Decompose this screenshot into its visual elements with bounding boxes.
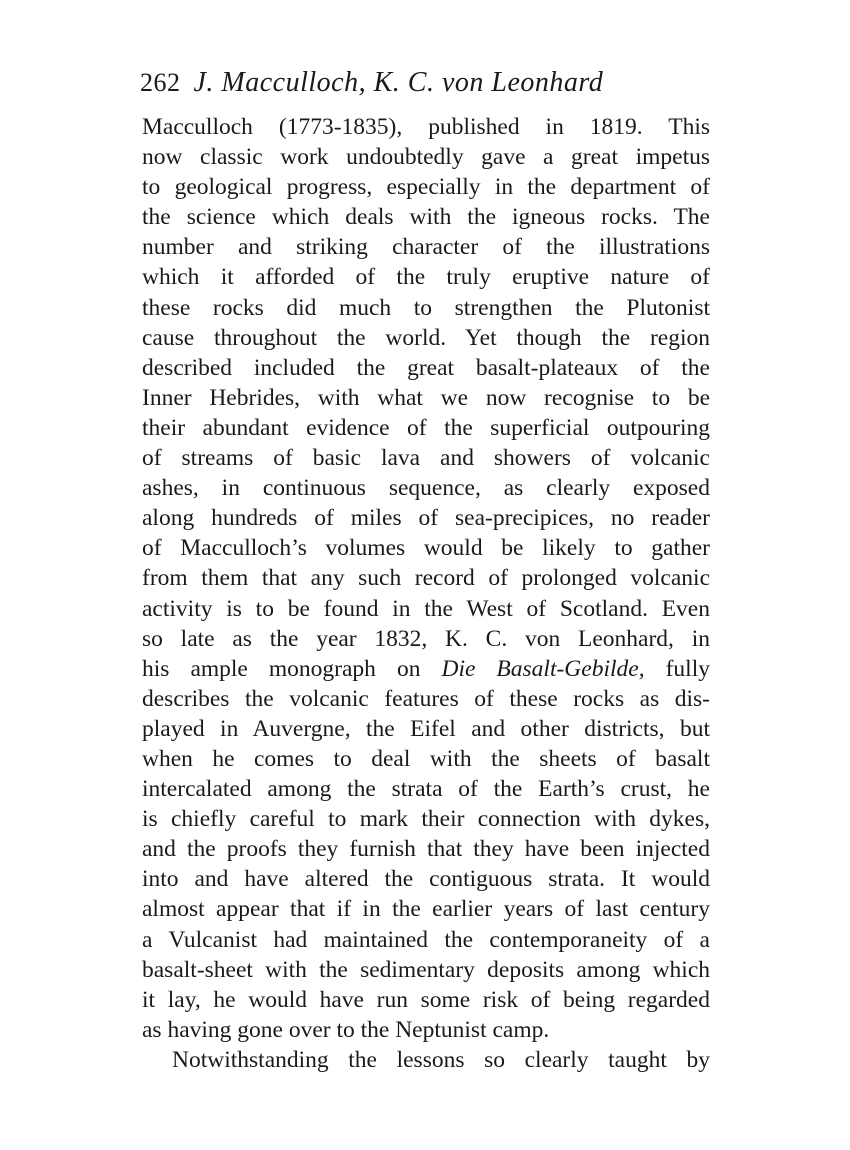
text-line: their abundant evidence of the superficial outpouring: [142, 414, 710, 441]
text-line: to geological progress, especially in the department of: [142, 174, 710, 201]
text-line: intercalated among the strata of the Earth’s crust, he: [142, 776, 710, 803]
text-line: from them that any such record of prolonged volcanic: [142, 565, 710, 592]
text-line: now classic work undoubtedly gave a great impetus: [142, 144, 710, 171]
text-line: which it afforded of the truly eruptive nature of: [142, 264, 710, 291]
paragraph-first-line: Notwithstanding the lessons so clearly taught by: [172, 1046, 710, 1073]
text-line: Inner Hebrides, with what we now recognise to be: [142, 384, 710, 411]
text-line: described included the great basalt-plateaux of the: [142, 354, 710, 381]
text-line: when he comes to deal with the sheets of basalt: [142, 745, 710, 772]
page-number: 262: [140, 68, 181, 97]
text-line: played in Auvergne, the Eifel and other districts, but: [142, 715, 710, 742]
body-text: [142, 112, 710, 1075]
text-line: almost appear that if in the earlier years of last century: [142, 896, 710, 923]
text-line: of streams of basic lava and showers of volcanic: [142, 445, 710, 472]
text-line: the science which deals with the igneous rocks. The: [142, 204, 710, 231]
text-line: activity is to be found in the West of Scotland. Even: [142, 595, 710, 622]
text-line: ashes, in continuous sequence, as clearly exposed: [142, 475, 710, 502]
text-line-with-italic-title: [142, 654, 710, 684]
text-segment: his ample monograph on: [142, 655, 442, 682]
text-line: and the proofs they furnish that they have been injected: [142, 836, 710, 863]
text-segment: fully: [644, 655, 710, 682]
text-line: number and striking character of the illustrations: [142, 234, 710, 261]
text-line: into and have altered the contiguous strata. It would: [142, 866, 710, 893]
text-line: a Vulcanist had maintained the contemporaneity of a: [142, 926, 710, 953]
running-head-title: J. Macculloch, K. C. von Leonhard: [193, 67, 604, 98]
text-line: describes the volcanic features of these rocks as dis-: [142, 685, 710, 712]
text-line: is chiefly careful to mark their connection with dykes,: [142, 806, 710, 833]
text-line: along hundreds of miles of sea-precipices, no reader: [142, 505, 710, 532]
text-line: basalt-sheet with the sedimentary deposits among which: [142, 956, 710, 983]
text-line: so late as the year 1832, K. C. von Leonhard, in: [142, 625, 710, 652]
text-line: Macculloch (1773-1835), published in 1819. This: [142, 114, 710, 140]
text-line: these rocks did much to strengthen the Plutonist: [142, 294, 710, 321]
text-line: cause throughout the world. Yet though the region: [142, 324, 710, 351]
text-line: of Macculloch’s volumes would be likely to gather: [142, 535, 710, 562]
running-head: [140, 62, 720, 104]
paragraph-last-line: as having gone over to the Neptunist camp.: [142, 1016, 550, 1043]
text-line: it lay, he would have run some risk of being regarded: [142, 986, 710, 1013]
italic-book-title: Die Basalt-Gebilde,: [441, 655, 645, 682]
